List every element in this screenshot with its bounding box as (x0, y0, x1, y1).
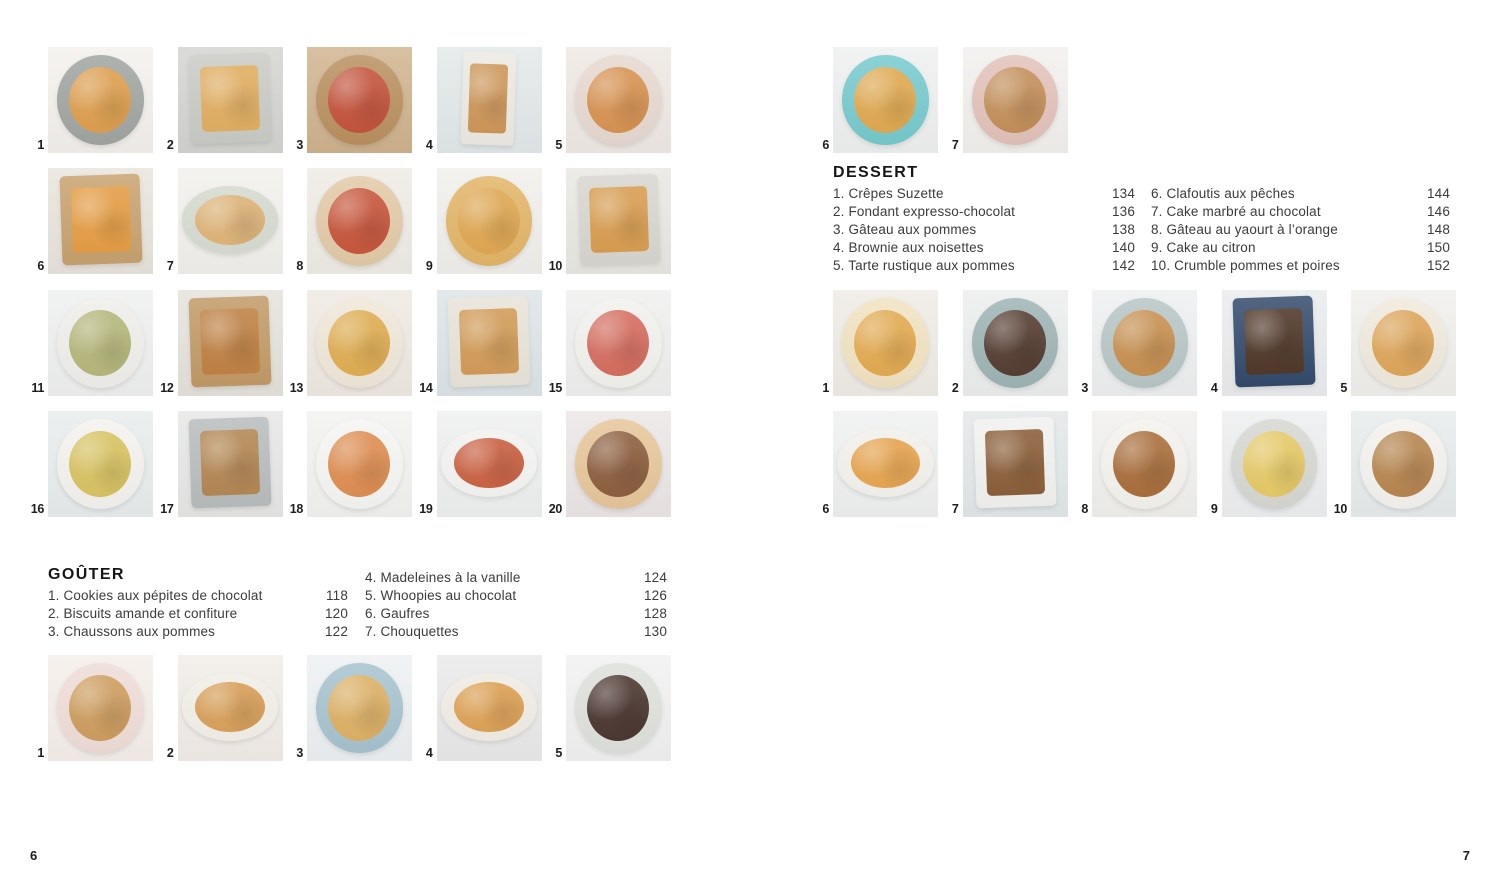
plate-shape (189, 417, 272, 509)
photo-cookies-pepites-chocolat (48, 655, 153, 761)
photo-cell (939, 411, 1069, 517)
plate-shape (57, 663, 143, 752)
plate-shape (1101, 298, 1187, 387)
plate-shape (57, 55, 143, 144)
apero-photo-grid-row-1 (24, 47, 672, 153)
dessert-toc-column-1 (833, 164, 1135, 275)
plate-shape (972, 55, 1058, 144)
recipe-page-number: 144 (1427, 186, 1450, 201)
toc-entry (365, 587, 667, 605)
plate-shape (1360, 298, 1446, 387)
recipe-page-number: 126 (644, 588, 667, 603)
photo-crumble-pommes-poires (1351, 411, 1456, 517)
page-right (750, 0, 1500, 885)
plate-shape (316, 55, 402, 144)
photo-index-number: 9 (1210, 501, 1218, 516)
photo-onion-tart-squares (437, 290, 542, 396)
plate-shape (57, 298, 143, 387)
food-shape (587, 431, 649, 497)
photo-fish-sticks (566, 168, 671, 274)
photo-clafoutis-peches (833, 411, 938, 517)
photo-cell (413, 168, 543, 274)
recipe-page-number: 136 (1112, 204, 1135, 219)
toc-entry (833, 203, 1135, 221)
gouter-photo-grid (24, 655, 672, 761)
recipe-page-number: 120 (325, 606, 348, 621)
dessert-section-title: DESSERT (833, 164, 919, 181)
photo-index-number: 7 (951, 137, 959, 152)
photo-cell (154, 47, 284, 153)
photo-index-number: 14 (419, 380, 433, 395)
photo-cell (283, 655, 413, 761)
recipe-page-number: 130 (644, 624, 667, 639)
toc-entry (48, 605, 348, 623)
photo-cell (283, 47, 413, 153)
photo-cell (283, 290, 413, 396)
apero-photo-grid-row-2 (24, 168, 672, 274)
recipe-name: 6. Clafoutis aux pêches (1151, 186, 1295, 201)
food-shape (468, 64, 508, 134)
gouter-photo-grid-continued (809, 47, 1068, 153)
food-shape (587, 310, 649, 376)
toc-entry (48, 587, 348, 605)
food-shape (854, 67, 916, 133)
photo-gougeres (48, 47, 153, 153)
food-shape (69, 431, 131, 497)
plate-shape (1231, 419, 1317, 508)
photo-index-number: 4 (1210, 380, 1218, 395)
plate-shape (974, 417, 1057, 509)
page-number-left: 6 (30, 848, 38, 863)
recipe-name: 1. Cookies aux pépites de chocolat (48, 588, 263, 603)
photo-index-number: 19 (419, 501, 433, 516)
photo-cell (542, 47, 672, 153)
food-shape (458, 188, 520, 254)
photo-savory-loaf-cake (437, 47, 542, 153)
photo-index-number: 20 (548, 501, 562, 516)
food-shape (71, 186, 131, 254)
photo-madeleines (437, 655, 542, 761)
recipe-name: 4. Madeleines à la vanille (365, 570, 521, 585)
gouter-toc-column-2 (365, 569, 667, 641)
photo-index-number: 6 (37, 258, 44, 273)
gouter-section-title: GOÛTER (48, 566, 125, 583)
photo-cell (413, 411, 543, 517)
recipe-name: 7. Chouquettes (365, 624, 459, 639)
food-shape (328, 675, 390, 741)
recipe-page-number: 150 (1427, 240, 1450, 255)
recipe-page-number: 118 (326, 588, 348, 603)
photo-veggie-skillet (48, 290, 153, 396)
photo-zucchini-tomato-quiche (307, 290, 412, 396)
photo-index-number: 6 (822, 137, 829, 152)
food-shape (328, 310, 390, 376)
photo-cell (542, 655, 672, 761)
plate-shape (575, 298, 661, 387)
photo-tomato-tart (307, 168, 412, 274)
dessert-toc-column-2 (1151, 185, 1450, 275)
plate-shape (577, 174, 660, 266)
photo-chouquettes (963, 47, 1068, 153)
photo-index-number: 4 (425, 137, 433, 152)
recipe-page-number: 134 (1112, 186, 1135, 201)
food-shape (1243, 431, 1305, 497)
food-shape (328, 67, 390, 133)
photo-index-number: 8 (1081, 501, 1088, 516)
photo-cell (24, 290, 154, 396)
recipe-page-number: 152 (1427, 258, 1450, 273)
plate-shape (842, 298, 928, 387)
photo-cake-citron (1222, 411, 1327, 517)
photo-veggie-pan (566, 411, 671, 517)
photo-index-number: 3 (1081, 380, 1088, 395)
photo-crepes-suzette (833, 290, 938, 396)
plate-shape (575, 663, 661, 752)
photo-cell (24, 168, 154, 274)
plate-shape (460, 51, 516, 146)
photo-seed-crackers (178, 411, 283, 517)
recipe-page-number: 146 (1427, 204, 1450, 219)
food-shape (195, 682, 265, 732)
photo-index-number: 17 (160, 501, 174, 516)
photo-index-number: 12 (160, 380, 174, 395)
photo-index-number: 1 (37, 137, 44, 152)
photo-cell (413, 290, 543, 396)
plate-shape (842, 55, 928, 144)
recipe-name: 2. Fondant expresso-chocolat (833, 204, 1016, 219)
recipe-name: 5. Whoopies au chocolat (365, 588, 517, 603)
food-shape (200, 429, 260, 497)
photo-tarte-rustique (1351, 290, 1456, 396)
plate-shape (575, 419, 661, 508)
food-shape (854, 310, 916, 376)
photo-index-number: 4 (425, 745, 433, 760)
photo-index-number: 10 (1333, 501, 1347, 516)
plate-shape (441, 429, 538, 497)
photo-index-number: 5 (555, 137, 562, 152)
food-shape (459, 308, 519, 376)
photo-index-number: 7 (951, 501, 959, 516)
plate-shape (446, 176, 532, 265)
photo-chopped-salad (566, 290, 671, 396)
page-number-right: 7 (1462, 848, 1470, 863)
photo-cell (1068, 290, 1198, 396)
toc-entry (833, 257, 1135, 275)
photo-gateau-yaourt-orange (1092, 411, 1197, 517)
photo-fondant-chocolat (963, 290, 1068, 396)
photo-gaufres (833, 47, 938, 153)
photo-cell (283, 168, 413, 274)
food-shape (454, 682, 524, 732)
photo-cell (939, 47, 1069, 153)
photo-index-number: 7 (166, 258, 174, 273)
photo-index-number: 11 (31, 380, 44, 395)
toc-entry (833, 221, 1135, 239)
toc-entry (1151, 257, 1450, 275)
recipe-page-number: 124 (644, 570, 667, 585)
recipe-name: 10. Crumble pommes et poires (1151, 258, 1340, 273)
food-shape (200, 308, 260, 376)
photo-index-number: 2 (166, 745, 174, 760)
toc-entry (1151, 239, 1450, 257)
food-shape (1113, 431, 1175, 497)
plate-shape (182, 673, 279, 741)
photo-biscuits-amande-confiture (178, 655, 283, 761)
photo-index-number: 1 (822, 380, 829, 395)
photo-cell (1198, 411, 1328, 517)
photo-cell (1327, 290, 1457, 396)
photo-pasta-mozzarella (437, 411, 542, 517)
food-shape (587, 675, 649, 741)
recipe-name: 6. Gaufres (365, 606, 430, 621)
toc-entry (833, 185, 1135, 203)
recipe-name: 8. Gâteau au yaourt à l’orange (1151, 222, 1338, 237)
photo-index-number: 5 (1340, 380, 1347, 395)
photo-cell (542, 290, 672, 396)
photo-index-number: 15 (548, 380, 562, 395)
toc-entry (365, 605, 667, 623)
plate-shape (59, 174, 142, 266)
photo-index-number: 6 (822, 501, 829, 516)
photo-tomato-risotto (307, 411, 412, 517)
recipe-name: 3. Gâteau aux pommes (833, 222, 977, 237)
food-shape (69, 310, 131, 376)
photo-cell (24, 411, 154, 517)
food-shape (69, 67, 131, 133)
plate-shape (316, 663, 402, 752)
food-shape (195, 195, 265, 245)
toc-entry (1151, 221, 1450, 239)
photo-savory-muffins (566, 47, 671, 153)
photo-couscous-salad (48, 411, 153, 517)
food-shape (985, 429, 1045, 497)
plate-shape (189, 296, 272, 388)
photo-cell (1068, 411, 1198, 517)
recipe-name: 7. Cake marbré au chocolat (1151, 204, 1321, 219)
photo-pissaladiere-squares (178, 290, 283, 396)
recipe-page-number: 142 (1112, 258, 1135, 273)
photo-cell (809, 47, 939, 153)
photo-index-number: 9 (425, 258, 433, 273)
recipe-name: 2. Biscuits amande et confiture (48, 606, 238, 621)
food-shape (587, 67, 649, 133)
toc-entry (365, 569, 667, 587)
food-shape (984, 310, 1046, 376)
dessert-photo-grid-row-2 (809, 411, 1457, 517)
photo-cell (1327, 411, 1457, 517)
toc-entry (48, 623, 348, 641)
photo-index-number: 1 (37, 745, 44, 760)
plate-shape (182, 186, 279, 254)
recipe-page-number: 140 (1112, 240, 1135, 255)
food-shape (200, 65, 260, 133)
plate-shape (189, 53, 272, 145)
food-shape (984, 67, 1046, 133)
photo-onion-quiche (437, 168, 542, 274)
photo-index-number: 3 (296, 137, 303, 152)
food-shape (1372, 431, 1434, 497)
photo-cell (154, 290, 284, 396)
photo-cell (542, 411, 672, 517)
recipe-name: 9. Cake au citron (1151, 240, 1256, 255)
apero-photo-grid-row-3 (24, 290, 672, 396)
plate-shape (316, 419, 402, 508)
photo-cell (809, 411, 939, 517)
photo-cell (154, 655, 284, 761)
toc-entry (1151, 203, 1450, 221)
food-shape (1244, 308, 1304, 376)
food-shape (328, 431, 390, 497)
plate-shape (1233, 296, 1316, 388)
photo-cell (809, 290, 939, 396)
photo-index-number: 8 (296, 258, 303, 273)
food-shape (589, 186, 649, 254)
plate-shape (972, 298, 1058, 387)
dessert-photo-grid-row-1 (809, 290, 1457, 396)
photo-index-number: 18 (289, 501, 303, 516)
photo-cell (542, 168, 672, 274)
toc-entry (365, 623, 667, 641)
plate-shape (441, 673, 538, 741)
photo-index-number: 5 (555, 745, 562, 760)
plate-shape (316, 176, 402, 265)
photo-cake-marbre (963, 411, 1068, 517)
apero-photo-grid-row-4 (24, 411, 672, 517)
toc-entry (1151, 185, 1450, 203)
photo-cell (24, 47, 154, 153)
photo-cell (154, 411, 284, 517)
photo-index-number: 2 (166, 137, 174, 152)
photo-cell (1198, 290, 1328, 396)
plate-shape (837, 429, 934, 497)
plate-shape (575, 55, 661, 144)
plate-shape (1101, 419, 1187, 508)
photo-cheese-straws (178, 47, 283, 153)
photo-index-number: 13 (289, 380, 303, 395)
recipe-page-number: 128 (644, 606, 667, 621)
photo-whoopies-chocolat (566, 655, 671, 761)
recipe-page-number: 122 (325, 624, 348, 639)
photo-cell (413, 655, 543, 761)
photo-croquettes (48, 168, 153, 274)
photo-cell (283, 411, 413, 517)
photo-index-number: 2 (951, 380, 959, 395)
photo-index-number: 3 (296, 745, 303, 760)
photo-mini-pizzas (307, 47, 412, 153)
recipe-name: 1. Crêpes Suzette (833, 186, 944, 201)
gouter-toc-column-1 (48, 566, 348, 641)
photo-cell (24, 655, 154, 761)
recipe-page-number: 148 (1427, 222, 1450, 237)
photo-index-number: 10 (548, 258, 562, 273)
food-shape (69, 675, 131, 741)
photo-brownie-noisettes (1222, 290, 1327, 396)
food-shape (1113, 310, 1175, 376)
plate-shape (448, 296, 531, 388)
photo-cell (154, 168, 284, 274)
photo-cell (939, 290, 1069, 396)
food-shape (851, 438, 921, 488)
plate-shape (316, 298, 402, 387)
photo-cell (413, 47, 543, 153)
plate-shape (1360, 419, 1446, 508)
recipe-name: 3. Chaussons aux pommes (48, 624, 216, 639)
plate-shape (57, 419, 143, 508)
food-shape (328, 188, 390, 254)
food-shape (454, 438, 524, 488)
recipe-name: 4. Brownie aux noisettes (833, 240, 984, 255)
recipe-name: 5. Tarte rustique aux pommes (833, 258, 1015, 273)
food-shape (1372, 310, 1434, 376)
toc-entry (833, 239, 1135, 257)
photo-index-number: 16 (30, 501, 44, 516)
photo-chaussons-aux-pommes (307, 655, 412, 761)
photo-gateau-aux-pommes (1092, 290, 1197, 396)
recipe-page-number: 138 (1112, 222, 1135, 237)
photo-samossas (178, 168, 283, 274)
